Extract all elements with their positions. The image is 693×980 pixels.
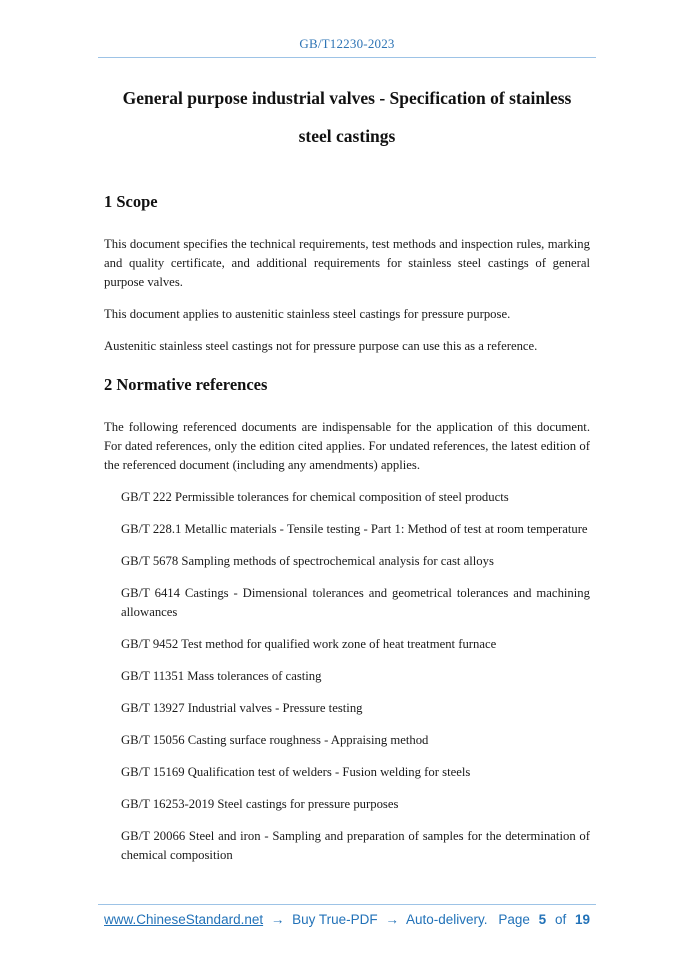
reference-item: GB/T 15169 Qualification test of welders - Fusion welding for steels <box>121 765 471 779</box>
reference-item: GB/T 6414 Castings - Dimensional tolerances and geometrical tolerances and machining allowances <box>121 586 590 619</box>
of-label: of <box>554 912 567 927</box>
document-title: General purpose industrial valves - Specification of stainless steel castings <box>122 88 572 146</box>
total-page-number: 19 <box>574 912 590 927</box>
current-page-number: 5 <box>538 912 547 927</box>
reference-item: GB/T 13927 Industrial valves - Pressure testing <box>121 701 363 715</box>
normative-intro-paragraph: The following referenced documents are indispensable for the application of this document. For dated references, only the edition cited applies. For undated references, the latest edition of the referenced document (including any amendments) applies. <box>104 420 590 472</box>
scope-paragraph: This document applies to austenitic stainless steel castings for pressure purpose. <box>104 307 511 321</box>
reference-item: GB/T 9452 Test method for qualified work zone of heat treatment furnace <box>121 637 497 651</box>
section-heading-normative-references: 2 Normative references <box>104 375 268 394</box>
page-label: Page <box>498 912 530 927</box>
scope-paragraph: Austenitic stainless steel castings not for pressure purpose can use this as a reference. <box>104 339 538 353</box>
reference-item: GB/T 15056 Casting surface roughness - Appraising method <box>121 733 429 747</box>
reference-item: GB/T 20066 Steel and iron - Sampling and preparation of samples for the determination of chemical composition <box>121 829 590 862</box>
reference-item: GB/T 5678 Sampling methods of spectrochemical analysis for cast alloys <box>121 554 494 568</box>
reference-item: GB/T 222 Permissible tolerances for chemical composition of steel products <box>121 490 509 504</box>
header-doc-number: GB/T12230-2023 <box>299 36 395 51</box>
arrow-right-icon: → <box>270 912 285 927</box>
reference-item: GB/T 11351 Mass tolerances of casting <box>121 669 322 683</box>
arrow-right-icon: → <box>385 912 399 927</box>
chinesestandard-link[interactable]: www.ChineseStandard.net <box>104 912 264 927</box>
section-heading-scope: 1 Scope <box>104 192 158 211</box>
footer-tagline-delivery: Auto-delivery. <box>405 912 488 927</box>
page-footer <box>98 904 596 927</box>
page-indicator <box>493 912 590 927</box>
reference-item: GB/T 228.1 Metallic materials - Tensile testing - Part 1: Method of test at room temperature <box>121 522 588 536</box>
footer-promo <box>104 912 491 927</box>
header-rule <box>98 57 596 58</box>
reference-item: GB/T 16253-2019 Steel castings for pressure purposes <box>121 797 399 811</box>
footer-tagline-buy: Buy True-PDF <box>292 912 378 927</box>
scope-paragraph: This document specifies the technical requirements, test methods and inspection rules, marking and quality certificate, and additional requirements for stainless steel castings of general purpose valves. <box>104 237 590 289</box>
